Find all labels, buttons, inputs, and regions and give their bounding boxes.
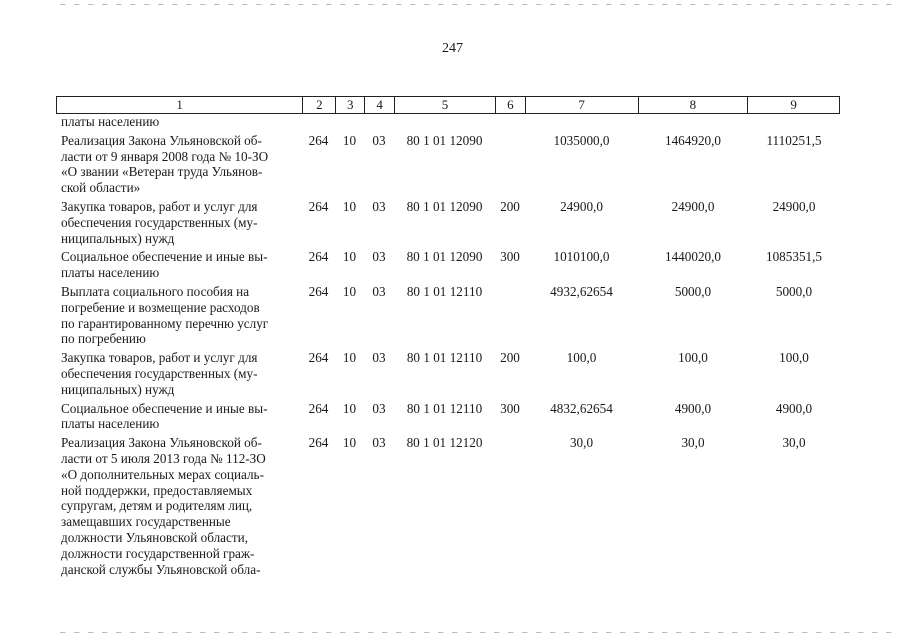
cell-description: [56, 114, 302, 130]
cell-target-article: [394, 114, 495, 130]
cell-amount-col9: 5000,0: [775, 283, 813, 299]
cell-section: 10: [342, 400, 357, 416]
cell-amount-col8: 1440020,0: [664, 249, 722, 265]
cell-amount-col8: 24900,0: [671, 198, 715, 214]
cell-target-article: 80 1 01 12090: [406, 132, 483, 148]
description-line: ниципальных) нужд: [61, 230, 175, 246]
cell-ministry: 264: [308, 400, 329, 416]
description-line: Выплата социального пособия на: [61, 283, 250, 299]
cell-subsection: 03: [372, 198, 386, 214]
description-line: ласти от 9 января 2008 года № 10-ЗО: [61, 148, 269, 164]
cell-section: 10: [342, 350, 357, 366]
cell-subsection: 03: [372, 435, 386, 451]
cell-amount-col7: 4932,62654: [550, 283, 613, 299]
description-line: Социальное обеспечение и иные вы-: [61, 400, 268, 416]
description-line: данской службы Ульяновской обла-: [61, 561, 261, 577]
header-col-1: 1: [176, 97, 183, 112]
header-col-4: 4: [364, 97, 394, 113]
page-number: 247: [442, 41, 463, 56]
cell-subsection: 03: [372, 350, 386, 366]
table-header-row: [56, 96, 840, 114]
cell-description: [56, 199, 302, 246]
cell-subsection: 03: [372, 132, 386, 148]
table-row: [56, 401, 840, 433]
description-line: Социальное обеспечение и иные вы-: [61, 249, 268, 265]
cell-description: [56, 435, 302, 577]
table-row: [56, 249, 840, 281]
cell-ministry: [302, 114, 335, 130]
description-line: по гарантированному перечню услуг: [61, 315, 269, 331]
description-line: должности Ульяновской области,: [61, 529, 248, 545]
description-line: ской области»: [61, 180, 141, 196]
cell-target-article: 80 1 01 12110: [406, 350, 483, 366]
cell-ministry: 264: [308, 198, 329, 214]
cell-amount-col8: 100,0: [678, 350, 708, 366]
cell-subsection: 03: [372, 249, 386, 265]
description-line: ласти от 5 июля 2013 года № 112-ЗО: [61, 450, 266, 466]
header-col-3: 3: [335, 97, 364, 113]
header-col-8: 8: [638, 97, 748, 113]
cell-section: 10: [342, 283, 357, 299]
cell-target-article: 80 1 01 12110: [406, 283, 483, 299]
cell-description: [56, 401, 302, 433]
cell-amount-col8: 5000,0: [674, 283, 712, 299]
cell-description: [56, 284, 302, 347]
header-col-6: 6: [495, 97, 525, 113]
table-body: [56, 114, 840, 580]
scan-edge-top: [60, 4, 900, 5]
cell-expense-type: 200: [500, 198, 520, 214]
cell-amount-col7: 4832,62654: [550, 400, 613, 416]
cell-expense-type: [495, 435, 525, 577]
cell-expense-type: [495, 284, 525, 347]
cell-section: 10: [342, 249, 357, 265]
description-line: Реализация Закона Ульяновской об-: [61, 132, 262, 148]
cell-target-article: 80 1 01 12090: [406, 249, 483, 265]
description-line: «О звании «Ветеран труда Ульянов-: [61, 164, 263, 180]
header-col-2: 2: [302, 97, 335, 113]
description-line: ной поддержки, предоставляемых: [61, 482, 253, 498]
cell-amount-col7: 1010100,0: [553, 249, 610, 265]
description-line: ниципальных) нужд: [61, 381, 175, 397]
description-line: Закупка товаров, работ и услуг для: [61, 350, 258, 366]
cell-section: 10: [342, 132, 357, 148]
description-line: платы населению: [61, 416, 160, 432]
cell-amount-col9: 4900,0: [775, 400, 813, 416]
cell-amount-col9: 24900,0: [772, 198, 816, 214]
description-line: Закупка товаров, работ и услуг для: [61, 198, 258, 214]
cell-amount-col8: 1464920,0: [664, 132, 722, 148]
cell-amount-col7: [525, 114, 638, 130]
description-line: обеспечения государственных (му-: [61, 214, 258, 230]
cell-amount-col9: 100,0: [779, 350, 809, 366]
cell-ministry: 264: [308, 435, 329, 451]
description-line: платы населению: [61, 114, 160, 129]
cell-amount-col7: 1035000,0: [553, 132, 610, 148]
cell-description: [56, 249, 302, 281]
description-line: погребение и возмещение расходов: [61, 299, 260, 315]
table-row: [56, 114, 840, 130]
cell-description: [56, 350, 302, 397]
cell-amount-col9: 1110251,5: [766, 132, 822, 148]
table-row: [56, 133, 840, 196]
description-line: «О дополнительных мерах социаль-: [61, 466, 264, 482]
row-gap: [56, 577, 840, 580]
cell-expense-type: [495, 133, 525, 196]
cell-description: [56, 133, 302, 196]
table-row: [56, 350, 840, 397]
description-line: должности государственной граж-: [61, 545, 255, 561]
scan-edge-bottom: [60, 632, 900, 633]
budget-table: [56, 96, 840, 580]
cell-amount-col9: 30,0: [782, 435, 806, 451]
description-line: супругам, детям и родителям лиц,: [61, 498, 253, 514]
cell-amount-col9: [748, 114, 840, 130]
cell-target-article: 80 1 01 12090: [406, 198, 483, 214]
cell-subsection: [364, 114, 394, 130]
table-row: [56, 435, 840, 577]
cell-ministry: 264: [308, 132, 329, 148]
cell-amount-col8: [638, 114, 748, 130]
description-line: замещавших государственные: [61, 514, 231, 530]
description-line: Реализация Закона Ульяновской об-: [61, 435, 262, 451]
cell-amount-col7: 30,0: [569, 435, 594, 451]
cell-ministry: 264: [308, 350, 329, 366]
header-col-7: 7: [525, 97, 638, 113]
cell-expense-type: 300: [500, 400, 520, 416]
cell-ministry: 264: [308, 283, 329, 299]
cell-amount-col9: 1085351,5: [765, 249, 823, 265]
cell-amount-col7: 24900,0: [560, 198, 603, 214]
table-row: [56, 284, 840, 347]
cell-section: [335, 114, 364, 130]
cell-expense-type: 200: [500, 350, 520, 366]
cell-subsection: 03: [372, 283, 386, 299]
header-col-5: 5: [394, 97, 495, 113]
cell-section: 10: [342, 198, 357, 214]
cell-target-article: 80 1 01 12120: [406, 435, 483, 451]
cell-amount-col8: 30,0: [681, 435, 705, 451]
cell-expense-type: [495, 114, 525, 130]
cell-target-article: 80 1 01 12110: [406, 400, 483, 416]
description-line: обеспечения государственных (му-: [61, 365, 258, 381]
header-col-9: 9: [747, 97, 839, 113]
description-line: по погребению: [61, 331, 146, 347]
cell-subsection: 03: [372, 400, 386, 416]
description-line: платы населению: [61, 265, 160, 281]
cell-expense-type: 300: [500, 249, 520, 265]
cell-amount-col7: 100,0: [566, 350, 597, 366]
table-row: [56, 199, 840, 246]
cell-section: 10: [342, 435, 357, 451]
cell-ministry: 264: [308, 249, 329, 265]
cell-amount-col8: 4900,0: [674, 400, 712, 416]
